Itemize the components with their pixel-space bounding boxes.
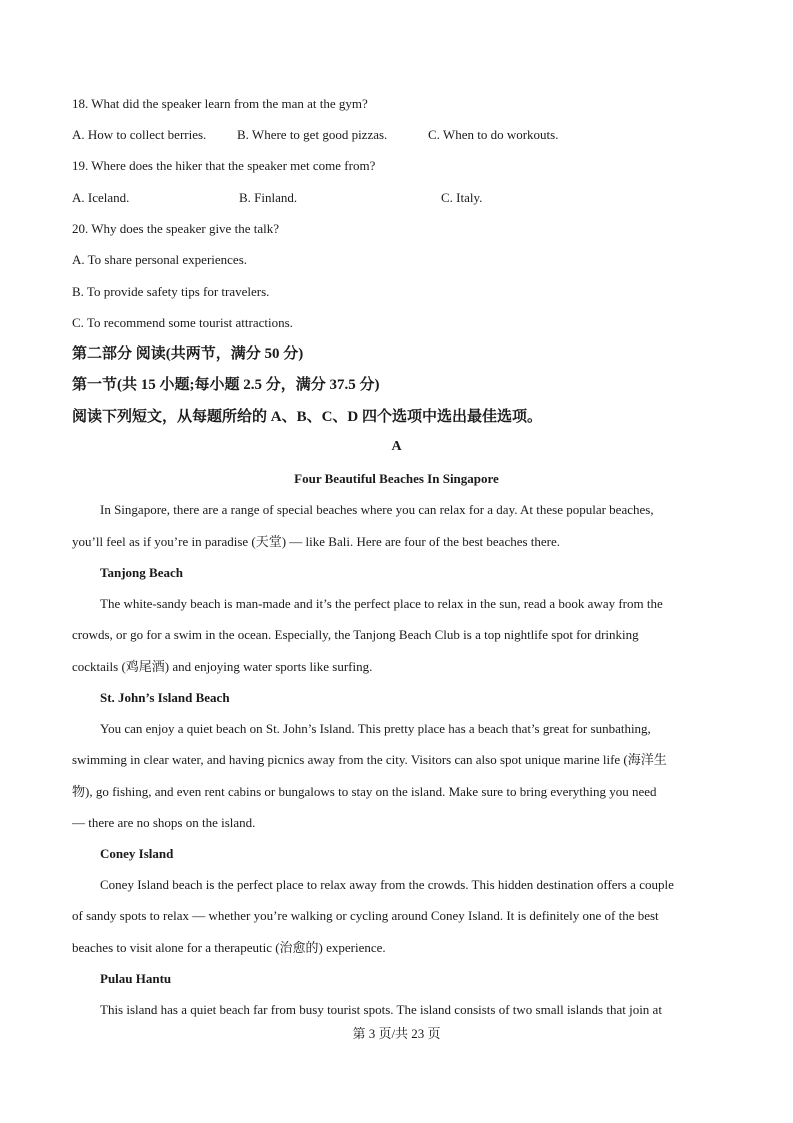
question-18-option-b: B. Where to get good pizzas. [237, 127, 388, 142]
tanjong-paragraph-line-1: The white-sandy beach is man-made and it’s the perfect place to relax in the sun, read a book away from the [100, 596, 663, 611]
st-johns-paragraph-line-1: You can enjoy a quiet beach on St. John’s Island. This pretty place has a beach that’s great for sunbathing, [100, 721, 651, 736]
section-part-title: 第二部分 阅读(共两节，满分 50 分) [72, 346, 304, 362]
coney-paragraph-line-1: Coney Island beach is the perfect place to relax away from the crowds. This hidden destination offers a couple [100, 877, 674, 892]
question-19-option-c: C. Italy. [441, 190, 483, 205]
tanjong-paragraph-line-2: crowds, or go for a swim in the ocean. Especially, the Tanjong Beach Club is a top nightlife spot for drinking [72, 627, 639, 642]
passage-letter: A [391, 439, 402, 454]
st-johns-paragraph-line-2: swimming in clear water, and having picnics away from the city. Visitors can also spot unique marine life (海洋生 [72, 752, 667, 767]
passage-title: Four Beautiful Beaches In Singapore [294, 471, 499, 486]
passage-intro-line-2: you’ll feel as if you’re in paradise (天堂) — like Bali. Here are four of the best beaches there. [72, 534, 561, 549]
question-19-option-b: B. Finland. [239, 190, 298, 205]
section-instruction: 阅读下列短文，从每题所给的 A、B、C、D 四个选项中选出最佳选项。 [72, 409, 543, 425]
beach-heading-coney-island: Coney Island [100, 846, 174, 861]
page-number-footer: 第 3 页/共 23 页 [352, 1026, 441, 1041]
question-18-stem: 18. What did the speaker learn from the man at the gym? [72, 96, 368, 111]
beach-heading-st-johns: St. John’s Island Beach [100, 690, 230, 705]
question-18-option-c: C. When to do workouts. [428, 127, 559, 142]
passage-intro-line-1: In Singapore, there are a range of special beaches where you can relax for a day. At these popular beaches, [100, 502, 654, 517]
tanjong-paragraph-line-3: cocktails (鸡尾酒) and enjoying water sports like surfing. [72, 659, 373, 674]
beach-heading-tanjong: Tanjong Beach [100, 565, 183, 580]
question-19-stem: 19. Where does the hiker that the speaker met come from? [72, 158, 376, 173]
question-20-stem: 20. Why does the speaker give the talk? [72, 221, 279, 236]
question-20-option-b: B. To provide safety tips for travelers. [72, 284, 270, 299]
st-johns-paragraph-line-3: 物), go fishing, and even rent cabins or bungalows to stay on the island. Make sure to bring everything you need [72, 784, 657, 799]
section-sub-title: 第一节(共 15 小题;每小题 2.5 分，满分 37.5 分) [72, 377, 380, 393]
pulau-hantu-paragraph-line-1: This island has a quiet beach far from busy tourist spots. The island consists of two small islands that join at [100, 1002, 662, 1017]
coney-paragraph-line-2: of sandy spots to relax — whether you’re walking or cycling around Coney Island. It is definitely one of the best [72, 908, 659, 923]
question-19-option-a: A. Iceland. [72, 190, 130, 205]
question-18-option-a: A. How to collect berries. [72, 127, 207, 142]
coney-paragraph-line-3: beaches to visit alone for a therapeutic (治愈的) experience. [72, 940, 386, 955]
beach-heading-pulau-hantu: Pulau Hantu [100, 971, 172, 986]
st-johns-paragraph-line-4: — there are no shops on the island. [72, 815, 256, 830]
question-20-option-c: C. To recommend some tourist attractions. [72, 315, 293, 330]
question-20-option-a: A. To share personal experiences. [72, 252, 248, 267]
